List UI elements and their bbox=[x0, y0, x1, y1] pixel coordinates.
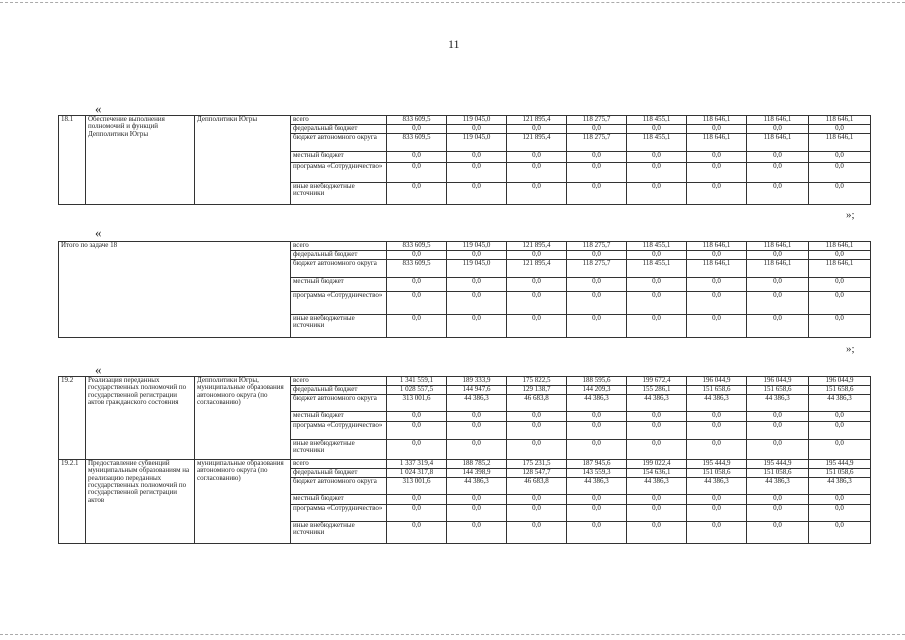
value-cell: 0,0 bbox=[687, 412, 747, 422]
value-cell: 0,0 bbox=[687, 440, 747, 460]
open-quote: « bbox=[95, 101, 102, 116]
value-cell: 0,0 bbox=[387, 292, 447, 315]
table-row bbox=[59, 242, 871, 251]
value-cell: 0,0 bbox=[627, 495, 687, 505]
value-cell: 0,0 bbox=[507, 163, 567, 183]
value-cell: 118 275,7 bbox=[567, 134, 627, 152]
value-cell: 0,0 bbox=[447, 495, 507, 505]
value-cell: 0,0 bbox=[747, 422, 809, 440]
value-cell: 44 386,3 bbox=[567, 395, 627, 412]
value-cell: 0,0 bbox=[809, 412, 871, 422]
value-cell: 121 895,4 bbox=[507, 116, 567, 125]
source-label: федеральный бюджет bbox=[291, 251, 387, 260]
value-cell: 0,0 bbox=[567, 152, 627, 163]
value-cell: 0,0 bbox=[447, 183, 507, 205]
value-cell: 0,0 bbox=[627, 422, 687, 440]
value-cell: 155 286,1 bbox=[627, 386, 687, 395]
value-cell: 0,0 bbox=[567, 422, 627, 440]
value-cell: 195 444,9 bbox=[747, 460, 809, 469]
value-cell: 44 386,3 bbox=[747, 395, 809, 412]
value-cell: 0,0 bbox=[447, 251, 507, 260]
value-cell: 0,0 bbox=[627, 152, 687, 163]
page-number: 11 bbox=[448, 37, 460, 51]
source-label: программа «Сотрудничество» bbox=[291, 505, 387, 522]
value-cell: 121 895,4 bbox=[507, 242, 567, 251]
value-cell: 313 001,6 bbox=[387, 478, 447, 495]
value-cell: 199 672,4 bbox=[627, 377, 687, 386]
source-label: всего bbox=[291, 116, 387, 125]
source-label: местный бюджет bbox=[291, 278, 387, 292]
value-cell: 0,0 bbox=[809, 315, 871, 338]
value-cell: 0,0 bbox=[627, 315, 687, 338]
source-label: иные внебюджетные источники bbox=[291, 183, 387, 205]
value-cell: 44 386,3 bbox=[627, 478, 687, 495]
source-label: всего bbox=[291, 460, 387, 469]
value-cell: 0,0 bbox=[809, 522, 871, 544]
source-label: бюджет автономного округа bbox=[291, 260, 387, 278]
value-cell: 189 333,9 bbox=[447, 377, 507, 386]
scan-edge-bottom bbox=[0, 634, 905, 636]
close-quote: »; bbox=[846, 209, 855, 221]
value-cell: 0,0 bbox=[809, 440, 871, 460]
value-cell: 118 455,1 bbox=[627, 242, 687, 251]
value-cell: 196 044,9 bbox=[747, 377, 809, 386]
value-cell: 0,0 bbox=[809, 183, 871, 205]
value-cell: 0,0 bbox=[387, 163, 447, 183]
value-cell: 151 658,6 bbox=[687, 386, 747, 395]
source-label: иные внебюджетные источники bbox=[291, 440, 387, 460]
value-cell: 44 386,3 bbox=[687, 395, 747, 412]
value-cell: 0,0 bbox=[387, 522, 447, 544]
value-cell: 44 386,3 bbox=[627, 395, 687, 412]
value-cell: 0,0 bbox=[809, 505, 871, 522]
value-cell: 0,0 bbox=[447, 125, 507, 134]
value-cell: 0,0 bbox=[809, 422, 871, 440]
value-cell: 0,0 bbox=[387, 125, 447, 134]
value-cell: 188 595,6 bbox=[567, 377, 627, 386]
source-label: местный бюджет bbox=[291, 152, 387, 163]
value-cell: 0,0 bbox=[447, 292, 507, 315]
value-cell: 118 455,1 bbox=[627, 116, 687, 125]
value-cell: 118 275,7 bbox=[567, 242, 627, 251]
source-label: всего bbox=[291, 377, 387, 386]
value-cell: 0,0 bbox=[687, 278, 747, 292]
value-cell: 119 045,0 bbox=[447, 116, 507, 125]
value-cell: 0,0 bbox=[809, 125, 871, 134]
value-cell: 0,0 bbox=[507, 125, 567, 134]
activity-name: Обеспечение выполнения полномочий и функций Депполитики Югры bbox=[86, 116, 195, 205]
value-cell: 0,0 bbox=[627, 412, 687, 422]
value-cell: 0,0 bbox=[447, 163, 507, 183]
value-cell: 118 275,7 bbox=[567, 116, 627, 125]
value-cell: 118 646,1 bbox=[687, 134, 747, 152]
value-cell: 0,0 bbox=[447, 505, 507, 522]
value-cell: 0,0 bbox=[809, 152, 871, 163]
value-cell: 188 785,2 bbox=[447, 460, 507, 469]
value-cell: 0,0 bbox=[747, 505, 809, 522]
value-cell: 121 895,4 bbox=[507, 260, 567, 278]
value-cell: 0,0 bbox=[567, 495, 627, 505]
value-cell: 0,0 bbox=[687, 422, 747, 440]
value-cell: 833 609,5 bbox=[387, 242, 447, 251]
value-cell: 0,0 bbox=[387, 422, 447, 440]
value-cell: 0,0 bbox=[747, 495, 809, 505]
source-label: бюджет автономного округа bbox=[291, 478, 387, 495]
value-cell: 0,0 bbox=[687, 315, 747, 338]
value-cell: 118 646,1 bbox=[747, 260, 809, 278]
value-cell: 0,0 bbox=[447, 440, 507, 460]
value-cell: 0,0 bbox=[627, 251, 687, 260]
value-cell: 0,0 bbox=[447, 422, 507, 440]
value-cell: 118 646,1 bbox=[687, 260, 747, 278]
value-cell: 119 045,0 bbox=[447, 260, 507, 278]
table-row bbox=[59, 377, 871, 386]
value-cell: 0,0 bbox=[747, 163, 809, 183]
source-label: местный бюджет bbox=[291, 412, 387, 422]
value-cell: 144 947,6 bbox=[447, 386, 507, 395]
value-cell: 0,0 bbox=[507, 292, 567, 315]
value-cell: 118 455,1 bbox=[627, 134, 687, 152]
value-cell: 0,0 bbox=[387, 495, 447, 505]
value-cell: 0,0 bbox=[387, 440, 447, 460]
value-cell: 0,0 bbox=[447, 152, 507, 163]
value-cell: 154 636,1 bbox=[627, 469, 687, 478]
scan-edge-top bbox=[0, 2, 905, 4]
value-cell: 46 683,8 bbox=[507, 478, 567, 495]
executor: муниципальные образования автономного округа (по согласованию) bbox=[195, 460, 291, 544]
value-cell: 833 609,5 bbox=[387, 134, 447, 152]
value-cell: 151 058,6 bbox=[809, 469, 871, 478]
value-cell: 129 138,7 bbox=[507, 386, 567, 395]
value-cell: 833 609,5 bbox=[387, 260, 447, 278]
value-cell: 0,0 bbox=[809, 495, 871, 505]
value-cell: 0,0 bbox=[447, 522, 507, 544]
executor: Депполитики Югры, муниципальные образования автономного округа (по согласованию) bbox=[195, 377, 291, 460]
executor: Депполитики Югры bbox=[195, 116, 291, 205]
value-cell: 119 045,0 bbox=[447, 242, 507, 251]
value-cell: 0,0 bbox=[687, 505, 747, 522]
value-cell: 0,0 bbox=[387, 278, 447, 292]
value-cell: 0,0 bbox=[627, 440, 687, 460]
value-cell: 195 444,9 bbox=[809, 460, 871, 469]
value-cell: 0,0 bbox=[567, 522, 627, 544]
value-cell: 0,0 bbox=[627, 292, 687, 315]
value-cell: 1 024 317,8 bbox=[387, 469, 447, 478]
value-cell: 0,0 bbox=[809, 251, 871, 260]
value-cell: 151 658,6 bbox=[809, 386, 871, 395]
source-label: бюджет автономного округа bbox=[291, 134, 387, 152]
value-cell: 0,0 bbox=[747, 412, 809, 422]
value-cell: 0,0 bbox=[507, 315, 567, 338]
value-cell: 0,0 bbox=[447, 315, 507, 338]
value-cell: 0,0 bbox=[687, 125, 747, 134]
value-cell: 121 895,4 bbox=[507, 134, 567, 152]
value-cell: 0,0 bbox=[567, 183, 627, 205]
value-cell: 1 341 559,1 bbox=[387, 377, 447, 386]
value-cell: 0,0 bbox=[387, 152, 447, 163]
source-label: бюджет автономного округа bbox=[291, 395, 387, 412]
source-label: программа «Сотрудничество» bbox=[291, 163, 387, 183]
table-row bbox=[59, 460, 871, 469]
value-cell: 143 559,3 bbox=[567, 469, 627, 478]
value-cell: 0,0 bbox=[387, 505, 447, 522]
value-cell: 0,0 bbox=[687, 522, 747, 544]
value-cell: 0,0 bbox=[747, 251, 809, 260]
value-cell: 144 209,3 bbox=[567, 386, 627, 395]
value-cell: 0,0 bbox=[567, 505, 627, 522]
value-cell: 0,0 bbox=[507, 152, 567, 163]
value-cell: 0,0 bbox=[507, 183, 567, 205]
value-cell: 0,0 bbox=[747, 292, 809, 315]
value-cell: 0,0 bbox=[687, 183, 747, 205]
value-cell: 175 231,5 bbox=[507, 460, 567, 469]
table-total-18 bbox=[58, 241, 871, 338]
value-cell: 1 028 557,5 bbox=[387, 386, 447, 395]
value-cell: 0,0 bbox=[567, 315, 627, 338]
value-cell: 118 455,1 bbox=[627, 260, 687, 278]
value-cell: 151 058,6 bbox=[687, 469, 747, 478]
value-cell: 44 386,3 bbox=[447, 395, 507, 412]
value-cell: 0,0 bbox=[507, 422, 567, 440]
value-cell: 0,0 bbox=[387, 251, 447, 260]
value-cell: 0,0 bbox=[747, 183, 809, 205]
row-number: 18.1 bbox=[59, 116, 86, 205]
value-cell: 46 683,8 bbox=[507, 395, 567, 412]
value-cell: 0,0 bbox=[567, 163, 627, 183]
open-quote: « bbox=[95, 362, 102, 377]
value-cell: 1 337 319,4 bbox=[387, 460, 447, 469]
source-label: программа «Сотрудничество» bbox=[291, 422, 387, 440]
total-label: Итого по задаче 18 bbox=[59, 242, 291, 338]
source-label: программа «Сотрудничество» bbox=[291, 292, 387, 315]
value-cell: 0,0 bbox=[507, 251, 567, 260]
table-18-1 bbox=[58, 115, 871, 205]
value-cell: 195 444,9 bbox=[687, 460, 747, 469]
source-label: федеральный бюджет bbox=[291, 386, 387, 395]
open-quote: « bbox=[95, 225, 102, 240]
value-cell: 0,0 bbox=[387, 183, 447, 205]
value-cell: 0,0 bbox=[627, 163, 687, 183]
value-cell: 44 386,3 bbox=[747, 478, 809, 495]
value-cell: 118 646,1 bbox=[687, 242, 747, 251]
source-label: иные внебюджетные источники bbox=[291, 522, 387, 544]
value-cell: 0,0 bbox=[687, 251, 747, 260]
value-cell: 0,0 bbox=[567, 412, 627, 422]
value-cell: 0,0 bbox=[627, 522, 687, 544]
value-cell: 0,0 bbox=[687, 495, 747, 505]
value-cell: 44 386,3 bbox=[809, 478, 871, 495]
value-cell: 0,0 bbox=[567, 278, 627, 292]
value-cell: 0,0 bbox=[447, 412, 507, 422]
value-cell: 0,0 bbox=[747, 440, 809, 460]
value-cell: 0,0 bbox=[627, 505, 687, 522]
value-cell: 44 386,3 bbox=[809, 395, 871, 412]
value-cell: 0,0 bbox=[687, 292, 747, 315]
value-cell: 187 945,6 bbox=[567, 460, 627, 469]
value-cell: 0,0 bbox=[627, 125, 687, 134]
value-cell: 151 058,6 bbox=[747, 469, 809, 478]
value-cell: 0,0 bbox=[567, 125, 627, 134]
value-cell: 0,0 bbox=[567, 251, 627, 260]
value-cell: 0,0 bbox=[747, 278, 809, 292]
value-cell: 119 045,0 bbox=[447, 134, 507, 152]
value-cell: 0,0 bbox=[507, 522, 567, 544]
value-cell: 128 547,7 bbox=[507, 469, 567, 478]
value-cell: 0,0 bbox=[687, 163, 747, 183]
source-label: всего bbox=[291, 242, 387, 251]
value-cell: 0,0 bbox=[747, 152, 809, 163]
row-number: 19.2.1 bbox=[59, 460, 86, 544]
close-quote: »; bbox=[846, 343, 855, 355]
value-cell: 833 609,5 bbox=[387, 116, 447, 125]
value-cell: 0,0 bbox=[507, 495, 567, 505]
value-cell: 0,0 bbox=[507, 278, 567, 292]
value-cell: 0,0 bbox=[747, 315, 809, 338]
value-cell: 118 646,1 bbox=[747, 242, 809, 251]
value-cell: 118 646,1 bbox=[747, 116, 809, 125]
source-label: местный бюджет bbox=[291, 495, 387, 505]
value-cell: 0,0 bbox=[567, 292, 627, 315]
value-cell: 0,0 bbox=[809, 278, 871, 292]
value-cell: 0,0 bbox=[747, 522, 809, 544]
value-cell: 0,0 bbox=[809, 163, 871, 183]
activity-name: Реализация переданных государственных полномочий по государственной регистрации актов гражданского состояния bbox=[86, 377, 195, 460]
value-cell: 44 386,3 bbox=[687, 478, 747, 495]
source-label: федеральный бюджет bbox=[291, 469, 387, 478]
value-cell: 0,0 bbox=[447, 278, 507, 292]
value-cell: 44 386,3 bbox=[447, 478, 507, 495]
value-cell: 44 386,3 bbox=[567, 478, 627, 495]
activity-name: Предоставление субвенций муниципальным образованиям на реализацию переданных государственных полномочий по государственной регистрации актов bbox=[86, 460, 195, 544]
value-cell: 0,0 bbox=[387, 315, 447, 338]
value-cell: 0,0 bbox=[627, 278, 687, 292]
value-cell: 0,0 bbox=[627, 183, 687, 205]
value-cell: 0,0 bbox=[507, 505, 567, 522]
row-number: 19.2 bbox=[59, 377, 86, 460]
value-cell: 118 646,1 bbox=[809, 260, 871, 278]
value-cell: 0,0 bbox=[507, 440, 567, 460]
value-cell: 0,0 bbox=[809, 292, 871, 315]
value-cell: 196 044,9 bbox=[809, 377, 871, 386]
table-row bbox=[59, 116, 871, 125]
value-cell: 118 646,1 bbox=[687, 116, 747, 125]
value-cell: 118 646,1 bbox=[809, 116, 871, 125]
value-cell: 151 658,6 bbox=[747, 386, 809, 395]
value-cell: 0,0 bbox=[507, 412, 567, 422]
value-cell: 199 022,4 bbox=[627, 460, 687, 469]
value-cell: 118 275,7 bbox=[567, 260, 627, 278]
value-cell: 175 822,5 bbox=[507, 377, 567, 386]
value-cell: 118 646,1 bbox=[809, 242, 871, 251]
value-cell: 118 646,1 bbox=[809, 134, 871, 152]
value-cell: 313 001,6 bbox=[387, 395, 447, 412]
source-label: иные внебюджетные источники bbox=[291, 315, 387, 338]
value-cell: 0,0 bbox=[747, 125, 809, 134]
source-label: федеральный бюджет bbox=[291, 125, 387, 134]
value-cell: 118 646,1 bbox=[747, 134, 809, 152]
value-cell: 144 398,9 bbox=[447, 469, 507, 478]
value-cell: 0,0 bbox=[567, 440, 627, 460]
value-cell: 196 044,9 bbox=[687, 377, 747, 386]
value-cell: 0,0 bbox=[687, 152, 747, 163]
value-cell: 0,0 bbox=[387, 412, 447, 422]
table-19-2 bbox=[58, 376, 871, 544]
